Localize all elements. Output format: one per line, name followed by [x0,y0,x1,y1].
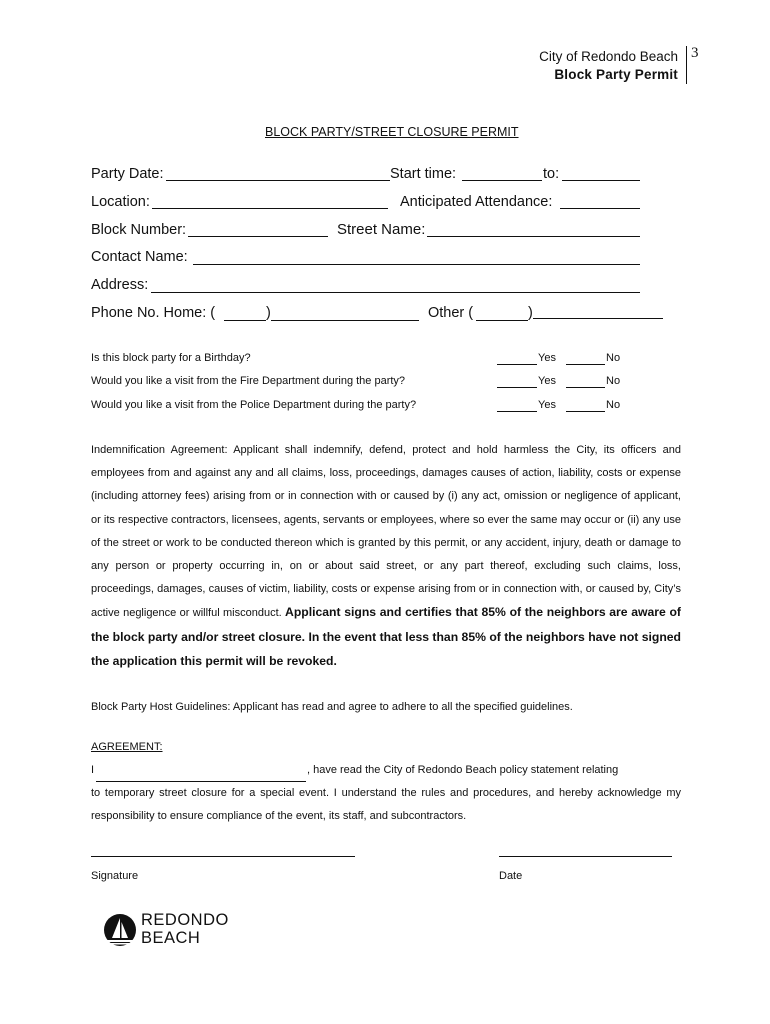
other-area-code-field[interactable] [476,320,528,321]
agreement-text-first-line: , have read the City of Redondo Beach policy statement relating [307,764,619,776]
street-name-label: Street Name: [337,221,426,238]
page-number: 3 [691,45,699,61]
header-org: City of Redondo Beach [539,49,678,64]
address-field[interactable] [151,292,640,293]
header-divider [686,46,687,84]
date-label: Date [499,870,523,882]
block-number-field[interactable] [188,236,328,237]
location-label: Location: [91,194,150,210]
police-yes-label: Yes [538,399,556,411]
end-time-field[interactable] [562,180,640,181]
birthday-no-label: No [606,352,621,364]
police-no-field[interactable] [566,411,605,412]
attendance-label: Anticipated Attendance: [400,194,553,210]
birthday-yes-label: Yes [538,352,556,364]
header-doc-title: Block Party Permit [554,67,678,82]
police-no-label: No [606,399,621,411]
other-phone-field[interactable] [533,318,663,319]
question-fire-dept: Would you like a visit from the Fire Department during the party? [91,375,406,387]
contact-name-label: Contact Name: [91,249,188,265]
start-time-field[interactable] [462,180,542,181]
agreement-heading: AGREEMENT: [91,741,163,753]
other-phone-label: Other ( [428,305,474,321]
indemnification-bold-text: Applicant signs and certifies that 85% of the neighbors are aware of the block party and/or street closure. In the event that less than 85% of the neighbors have not signed the application this permit will be revoked. [91,605,681,668]
block-number-label: Block Number: [91,222,187,238]
fire-no-label: No [606,375,621,387]
guidelines-text: Block Party Host Guidelines: Applicant has read and agree to adhere to all the specified guidelines. [91,701,573,713]
attendance-field[interactable] [560,208,640,209]
signature-label: Signature [91,870,139,882]
date-field[interactable] [499,856,672,857]
phone-area-code-field[interactable] [224,320,266,321]
phone-home-field[interactable] [271,320,419,321]
fire-yes-field[interactable] [497,387,537,388]
indemnification-paragraph [91,439,681,674]
birthday-yes-field[interactable] [497,364,537,365]
address-label: Address: [91,277,149,293]
other-paren-close: ) [528,305,533,321]
location-field[interactable] [152,208,388,209]
phone-paren-close: ) [266,305,271,321]
question-birthday: Is this block party for a Birthday? [91,352,251,364]
start-time-label: Start time: [390,166,457,182]
agreement-i-label: I [91,764,95,776]
contact-name-field[interactable] [193,264,640,265]
logo-line-1: REDONDO [141,911,229,929]
police-yes-field[interactable] [497,411,537,412]
city-logo [103,911,243,951]
fire-no-field[interactable] [566,387,605,388]
form-title: BLOCK PARTY/STREET CLOSURE PERMIT [265,125,519,139]
agreement-text-rest: to temporary street closure for a special event. I understand the rules and procedures, and hereby acknowledge my responsibility to ensure compliance of the event, its staff, and subcontractors. [91,787,681,823]
street-name-field[interactable] [427,236,640,237]
signature-field[interactable] [91,856,355,857]
indemnification-text: Indemnification Agreement: Applicant shall indemnify, defend, protect and hold harmless the City, its officers and employees from and against any and all claims, loss, proceedings, damages causes of action, liability, costs or expense (including attorney fees) arising from or in connection with or caused by (i) any act, omission or negligence of applicant, or its respective contractors, licensees, agents, servants or employees, where so ever the same may occur or (ii) any use of the street or work to be conducted thereon which is granted by this permit, or any accident, injury, death or damage to any person or property occurring in, on or about said street, or any part thereof, excluding such claims, loss, proceedings, damages, causes of victim, liability, costs or expense arising from or in connection with, or caused by, City’s active negligence or willful misconduct. [91,444,681,620]
party-date-label: Party Date: [91,166,164,182]
party-date-field[interactable] [166,180,390,181]
birthday-no-field[interactable] [566,364,605,365]
question-police-dept: Would you like a visit from the Police Department during the party? [91,399,417,411]
sailboat-sun-icon [103,913,137,947]
end-time-label: to: [543,166,560,182]
fire-yes-label: Yes [538,375,556,387]
phone-home-label: Phone No. Home: ( [91,305,216,321]
logo-line-2: BEACH [141,929,201,947]
